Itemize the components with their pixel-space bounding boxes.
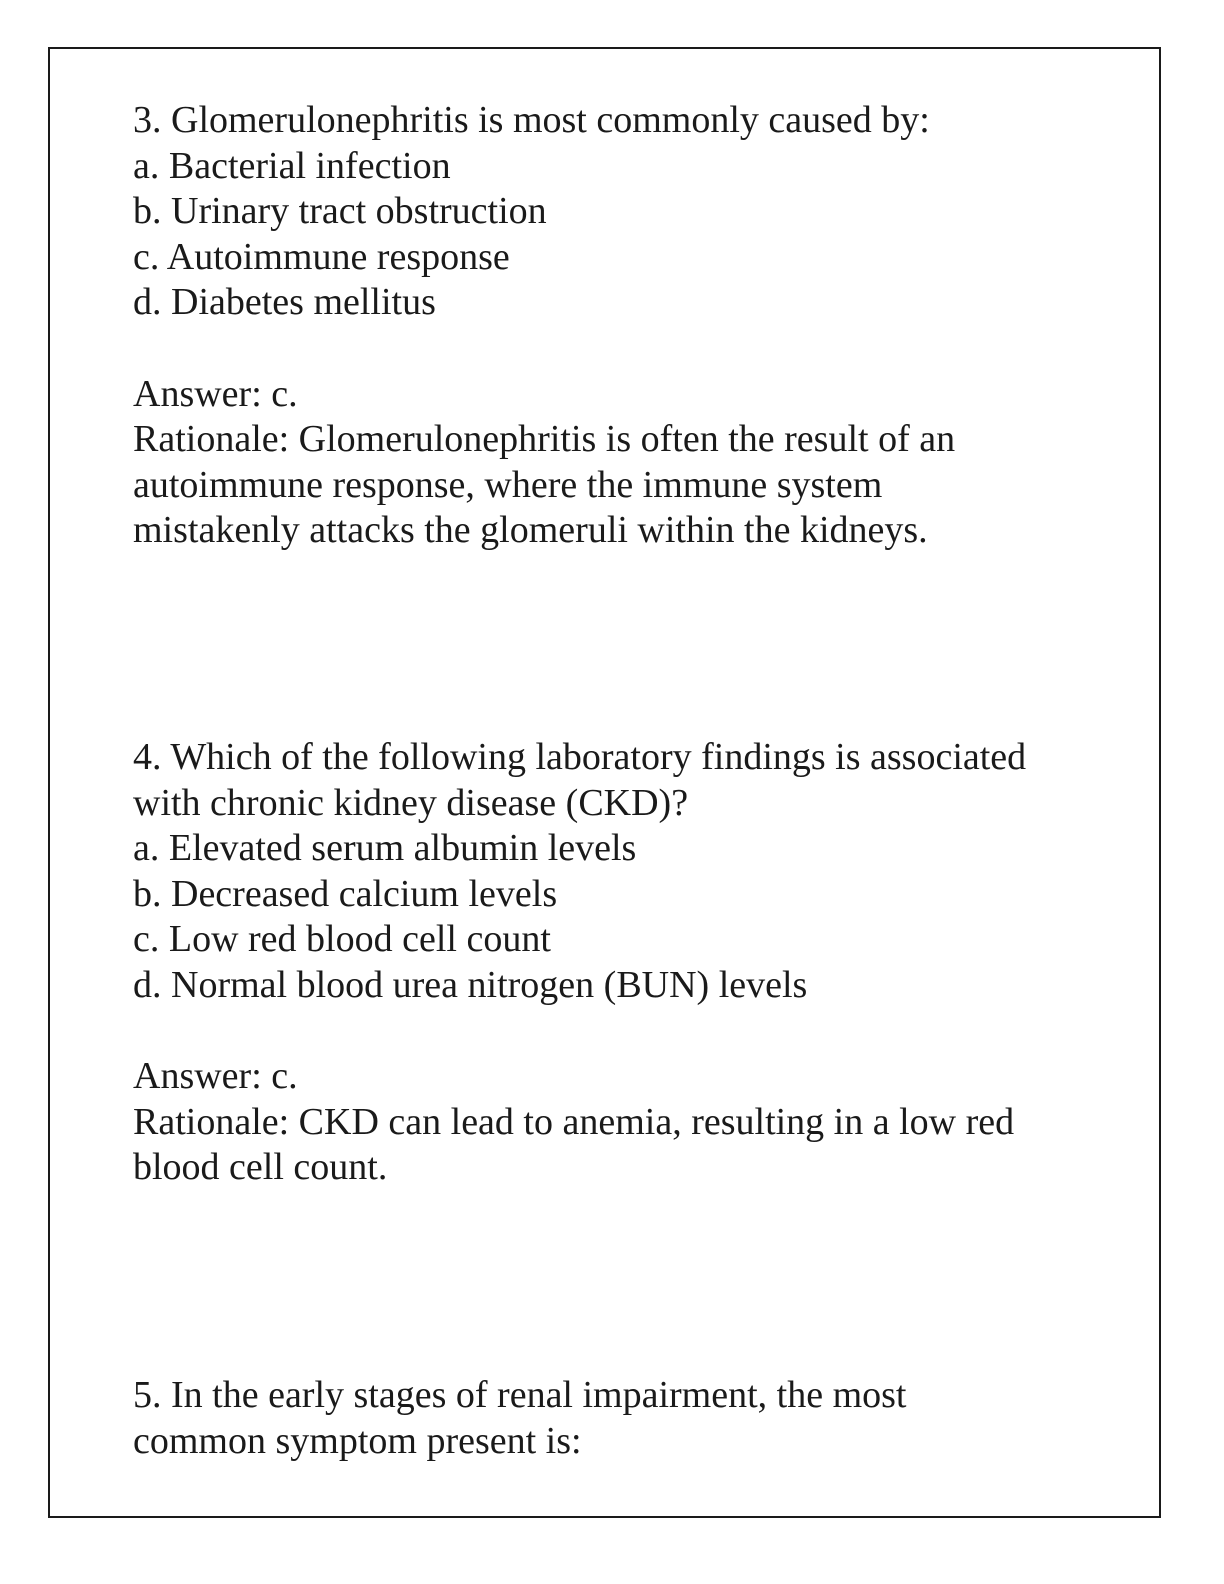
rationale-line: mistakenly attacks the glomeruli within the kidneys.: [133, 509, 928, 552]
answer: Answer: c.: [133, 1055, 298, 1098]
option-d: d. Diabetes mellitus: [133, 281, 436, 324]
rationale-line: blood cell count.: [133, 1146, 388, 1189]
option-a: a. Elevated serum albumin levels: [133, 827, 637, 870]
option-c: c. Autoimmune response: [133, 235, 510, 278]
rationale-line: autoimmune response, where the immune system: [133, 463, 883, 506]
option-c: c. Low red blood cell count: [133, 918, 551, 961]
rationale-line: Rationale: CKD can lead to anemia, resulting in a low red: [133, 1100, 1015, 1143]
question-stem: 4. Which of the following laboratory findings is associated: [133, 736, 1027, 778]
question-stem: 3. Glomerulonephritis is most commonly caused by:: [133, 99, 930, 141]
question-3: [133, 98, 955, 554]
answer: Answer: c.: [133, 372, 298, 415]
rationale-line: Rationale: Glomerulonephritis is often the result of an: [133, 418, 956, 461]
question-stem: 5. In the early stages of renal impairment, the most: [133, 1374, 907, 1416]
question-stem: with chronic kidney disease (CKD)?: [133, 781, 689, 824]
question-stem: common symptom present is:: [133, 1419, 582, 1462]
option-b: b. Urinary tract obstruction: [133, 190, 547, 233]
question-4: [133, 735, 1026, 1191]
option-a: a. Bacterial infection: [133, 144, 451, 187]
option-d: d. Normal blood urea nitrogen (BUN) levels: [133, 963, 808, 1006]
question-5: [133, 1373, 907, 1464]
option-b: b. Decreased calcium levels: [133, 872, 558, 915]
